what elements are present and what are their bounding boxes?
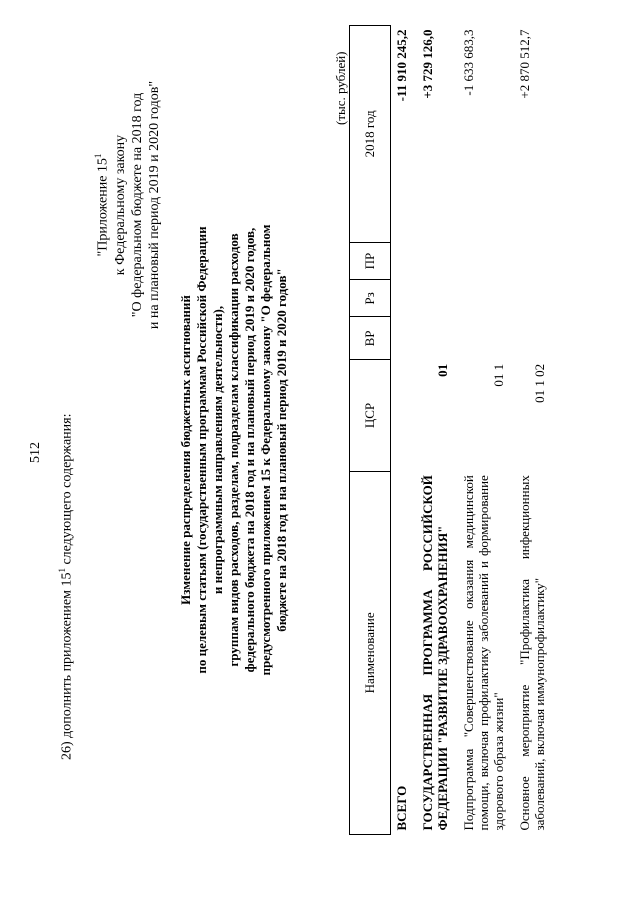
row-value: +3 729 126,0	[420, 29, 435, 99]
budget-table	[349, 25, 550, 835]
intro-tail: следующего содержания:	[59, 413, 75, 569]
row-name: ГОСУДАРСТВЕННАЯ ПРОГРАММА РОССИЙСКОЙ ФЕДЕРАЦИИ "РАЗВИТИЕ ЗДРАВООХРАНЕНИЯ"	[420, 475, 450, 831]
row-vr	[391, 317, 413, 360]
page-number: 512	[28, 442, 43, 463]
title-line-2: по целевым статьям (государственным программам Российской Федерации	[194, 226, 209, 674]
row-vr	[453, 317, 509, 360]
row-pr	[412, 242, 453, 280]
row-value: +2 870 512,7	[517, 29, 532, 99]
title-line-1: Изменение распределения бюджетных ассигнований	[178, 295, 193, 605]
annex-line-1-text: "Приложение 15	[95, 158, 111, 257]
intro-superscript: 1	[57, 568, 67, 573]
intro-main: 26) дополнить приложением 15	[59, 572, 75, 760]
header-rz: Рз	[350, 280, 391, 317]
row-value: -11 910 245,2	[394, 29, 409, 102]
annex-line-3: "О федеральном бюджете на 2018 год	[129, 92, 145, 318]
row-csr: 01 1 02	[532, 363, 547, 403]
header-vr: ВР	[350, 317, 391, 360]
row-vr	[412, 317, 453, 360]
row-pr	[391, 242, 413, 280]
row-name: Основное мероприятие "Профилактика инфекционных заболеваний, включая иммунопрофилактику"	[517, 475, 547, 831]
annex-line-4: и на плановый период 2019 и 2020 годов"	[146, 80, 162, 330]
row-rz	[412, 280, 453, 317]
header-pr: ПР	[350, 242, 391, 280]
row-rz	[391, 280, 413, 317]
row-rz	[509, 280, 550, 317]
row-pr	[453, 242, 509, 280]
intro-text	[57, 414, 76, 761]
table-row	[453, 26, 509, 835]
unit-label: (тыс. рублей)	[333, 51, 348, 125]
row-vr	[509, 317, 550, 360]
annex-superscript: 1	[93, 153, 103, 159]
table-row	[509, 26, 550, 835]
annex-header	[90, 25, 163, 385]
annex-line-1	[90, 25, 112, 385]
table-row	[412, 26, 453, 835]
title-line-3: и непрограммным направлениям деятельности),	[210, 305, 225, 595]
table-row	[391, 26, 413, 835]
row-value: -1 633 683,3	[461, 29, 476, 96]
row-rz	[453, 280, 509, 317]
table-header-row	[350, 26, 391, 835]
document-title	[178, 180, 290, 720]
row-csr: 01 1	[491, 363, 506, 387]
title-line-6: предусмотренного приложением 15 к Федеральному закону "О федеральном	[258, 224, 273, 676]
title-line-4: группам видов расходов, разделам, подразделам классификации расходов	[226, 233, 241, 667]
row-csr	[391, 360, 413, 471]
annex-line-2: к Федеральному закону	[112, 134, 128, 276]
header-csr: ЦСР	[350, 360, 391, 471]
header-name: Наименование	[350, 471, 391, 834]
title-line-7: бюджете на 2018 год и на плановый период 2019 и 2020 годов"	[274, 268, 289, 632]
row-name: Подпрограмма "Совершенствование оказания медицинской помощи, включая профилактику заболеваний и формирование здорового образа жизни"	[461, 475, 506, 831]
row-pr	[509, 242, 550, 280]
row-name: ВСЕГО	[394, 785, 409, 831]
header-year: 2018 год	[350, 26, 391, 243]
title-line-5: федерального бюджета на 2018 год и на плановый период 2019 и 2020 годов,	[242, 227, 257, 673]
row-csr: 01	[435, 363, 450, 377]
